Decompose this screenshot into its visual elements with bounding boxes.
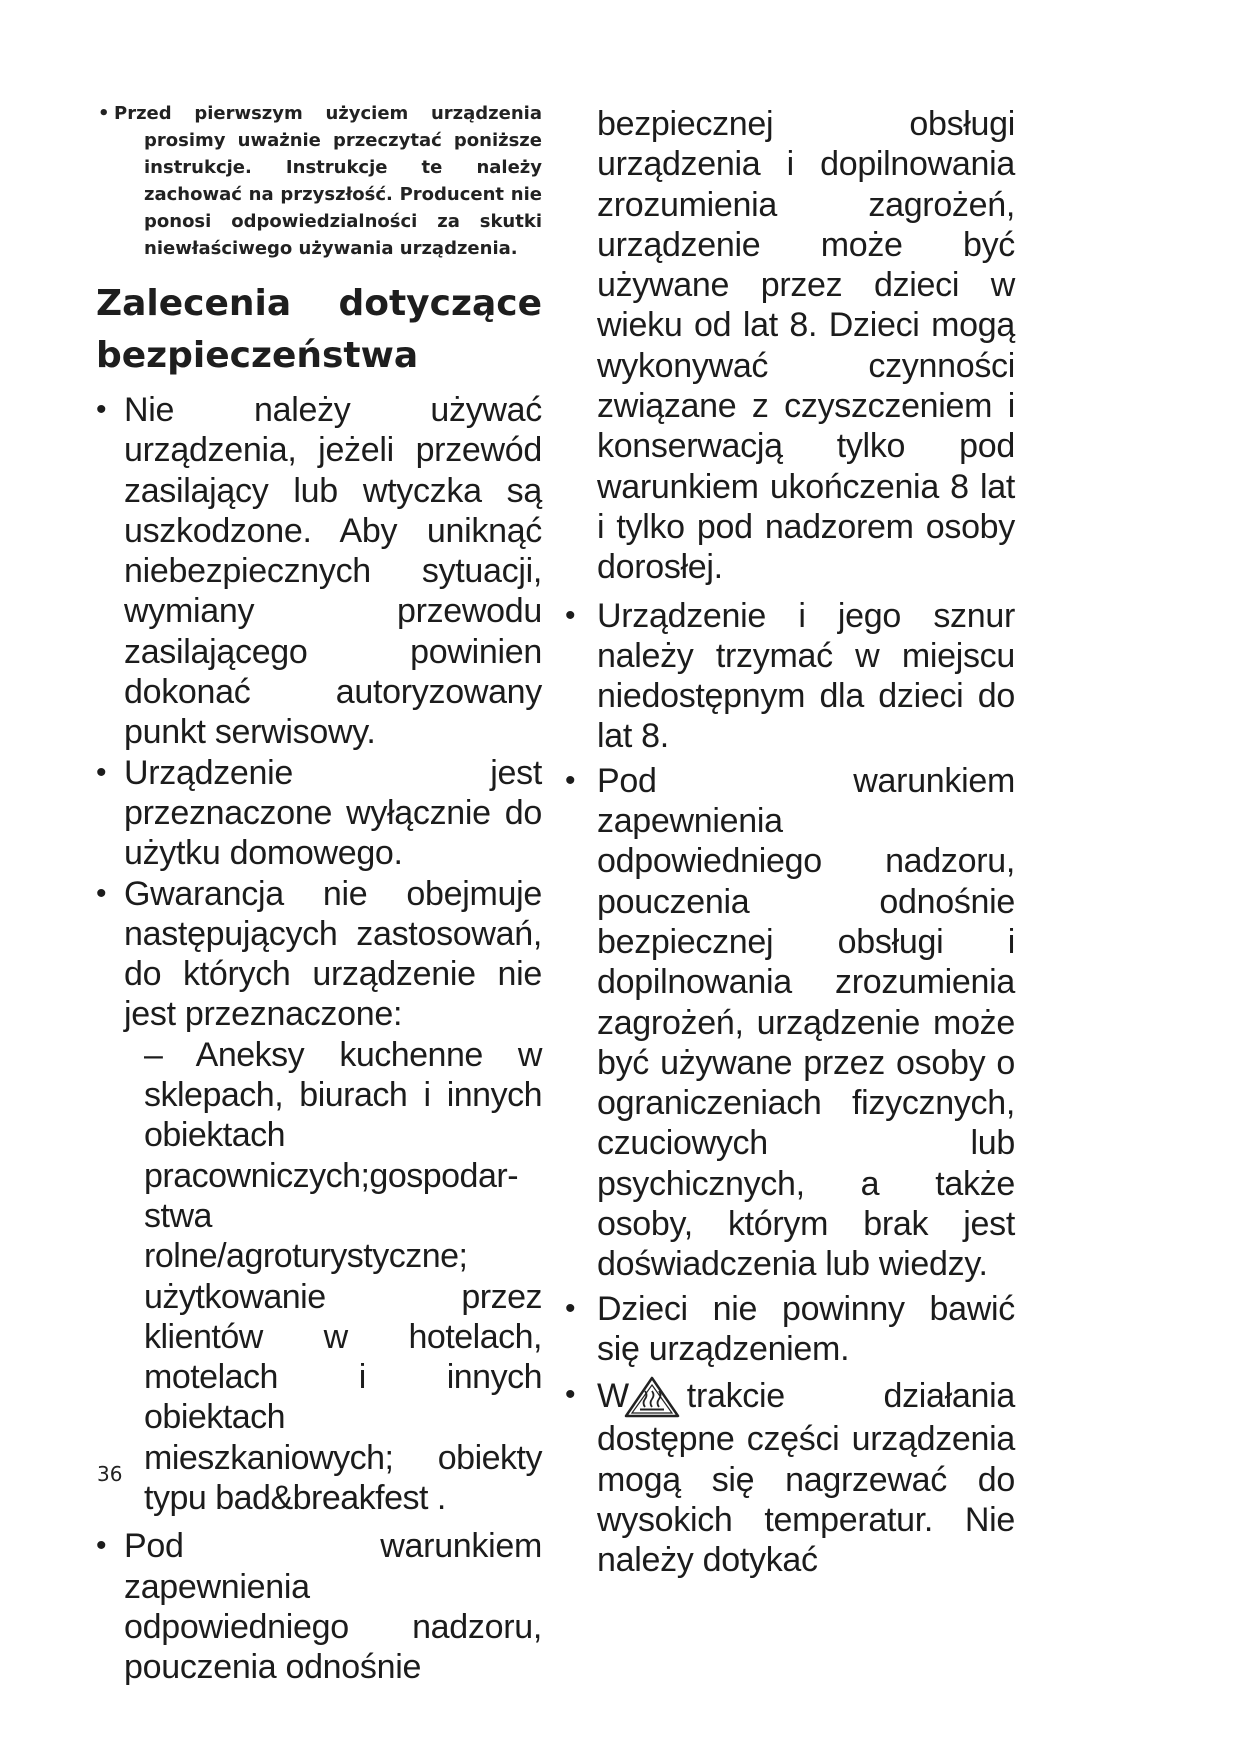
warning-list-item [565,1375,1015,1580]
bullet: • [96,876,107,910]
list-item-text: Urządzenie i jego sznur należy trzymać w miejscu niedostępnym dla dzieci do lat 8. [597,596,1015,756]
list-item-text: Pod warunkiem zapewnienia odpowiedniego nadzoru, pouczenia odnośnie [124,1527,542,1687]
bullet: • [96,755,107,789]
page-number: 36 [97,1462,123,1486]
list-item-text: Pod warunkiem zapewnienia odpowiedniego nadzoru, pouczenia odnośnie bezpiecznej obsługi i dopilnowania zrozumienia zagrożeń, urządzenie może być używane przez osoby o ograniczeniach fizycznych, czuciowych lub psychicznych, a także osoby, którym brak jest doświadczenia lub wiedzy. [597,761,1015,1284]
bullet: • [565,598,576,632]
warning-text: trakcie działania dostępne części urządzenia mogą się nagrzewać do wysokich temperatur. Nie należy dotykać [597,1377,1015,1580]
bullet: • [96,393,107,426]
list-item-text: Dzieci nie powinny bawić się urządzeniem. [597,1289,1015,1368]
left-column [96,100,542,1688]
list-item [96,753,542,874]
list-item [565,761,1015,1285]
list-item [565,596,1015,757]
intro-note [96,100,542,262]
bullet: • [565,1378,576,1412]
bullet: • [565,1291,576,1325]
hot-surface-warning-icon [623,1375,681,1419]
list-item [96,1526,542,1687]
bullet: • [96,1529,107,1563]
list-item [565,1289,1015,1370]
continuation-paragraph: bezpiecznej obsługi urządzenia i dopilnowania zrozumienia zagrożeń, urządzenie może być używane przez dzieci w wieku od lat 8. Dzieci mogą wykonywać czynności związane z czyszczeniem i konserwacją tylko pod warunkiem ukończenia 8 lat i tylko pod nadzorem osoby dorosłej. [597,105,1015,587]
list-item [96,874,542,1035]
list-item-text: Nie należy używać urządzenia, jeżeli przewód zasilający lub wtyczka są uszkodzone. Aby uniknąć niebezpiecznych sytuacji, wymiany przewodu zasilającego powinien dokonać autoryzowany punkt serwisowy. [124,391,542,752]
bullet: • [565,763,576,797]
list-item [96,390,542,753]
bullet: • [98,103,110,124]
right-column [565,104,1015,1580]
list-item-text: Urządzenie jest przeznaczone wyłącznie do użytku domowego. [124,753,542,873]
warning-text-start: W [597,1377,629,1416]
sub-item: – Aneksy kuchenne w sklepach, biurach i innych obiektach pracowniczych;gospodar-stwa rolne/agroturystyczne; użytkowanie przez klientów w hotelach, motelach i innych obiektach mieszkaniowych; obiekty typu bad&breakfest . [144,1035,542,1518]
intro-text: Przed pierwszym użyciem urządzenia prosimy uważnie przeczytać poniższe instrukcje. Instrukcje te należy zachować na przyszłość. Producent nie ponosi odpowiedzialności za skutki niewłaściwego używania urządzenia. [114,103,542,259]
list-item-text: Gwarancja nie obejmuje następujących zastosowań, do których urządzenie nie jest przeznaczone: [124,874,542,1034]
section-heading: Zalecenia dotyczące bezpieczeństwa [96,283,542,376]
